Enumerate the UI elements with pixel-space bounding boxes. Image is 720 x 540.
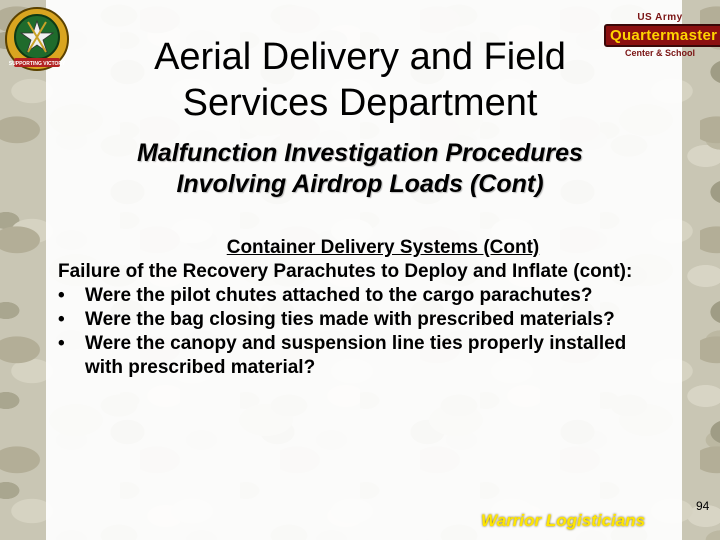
bullet-icon: • — [58, 333, 65, 354]
subtitle-line-1: Malfunction Investigation Procedures — [137, 139, 583, 167]
page-title — [100, 34, 620, 126]
list-item — [58, 284, 648, 308]
bullet-icon: • — [58, 285, 65, 306]
list-item — [58, 308, 648, 332]
bullet-icon: • — [58, 309, 65, 330]
title-line-1: Aerial Delivery and Field — [154, 36, 566, 78]
bullet-text: Were the pilot chutes attached to the cargo parachutes? — [85, 285, 593, 306]
slide-body — [58, 236, 648, 380]
list-item — [58, 332, 648, 380]
emblem-motto: SUPPORTING VICTORY — [8, 61, 66, 67]
logo-top-text: US Army — [637, 12, 683, 23]
logo-main-text: Quartermaster — [604, 24, 720, 47]
bullet-text: Were the canopy and suspension line ties properly installed with prescribed material? — [85, 333, 627, 378]
footer-slogan: Warrior Logisticians — [481, 511, 646, 530]
intro-text: Failure of the Recovery Parachutes to Deploy and Inflate (cont): — [58, 261, 633, 282]
slide-subtitle — [50, 138, 670, 200]
page-number: 94 — [696, 499, 710, 513]
bullet-text: Were the bag closing ties made with prescribed materials? — [85, 309, 615, 330]
quartermaster-logo — [604, 12, 716, 64]
title-line-2: Services Department — [182, 82, 538, 124]
quartermaster-emblem-icon — [4, 6, 70, 72]
section-heading: Container Delivery Systems (Cont) — [226, 237, 540, 258]
bullet-list — [58, 284, 648, 380]
logo-bottom-text: Center & School — [624, 48, 695, 58]
subtitle-line-2: Involving Airdrop Loads (Cont) — [176, 170, 544, 198]
